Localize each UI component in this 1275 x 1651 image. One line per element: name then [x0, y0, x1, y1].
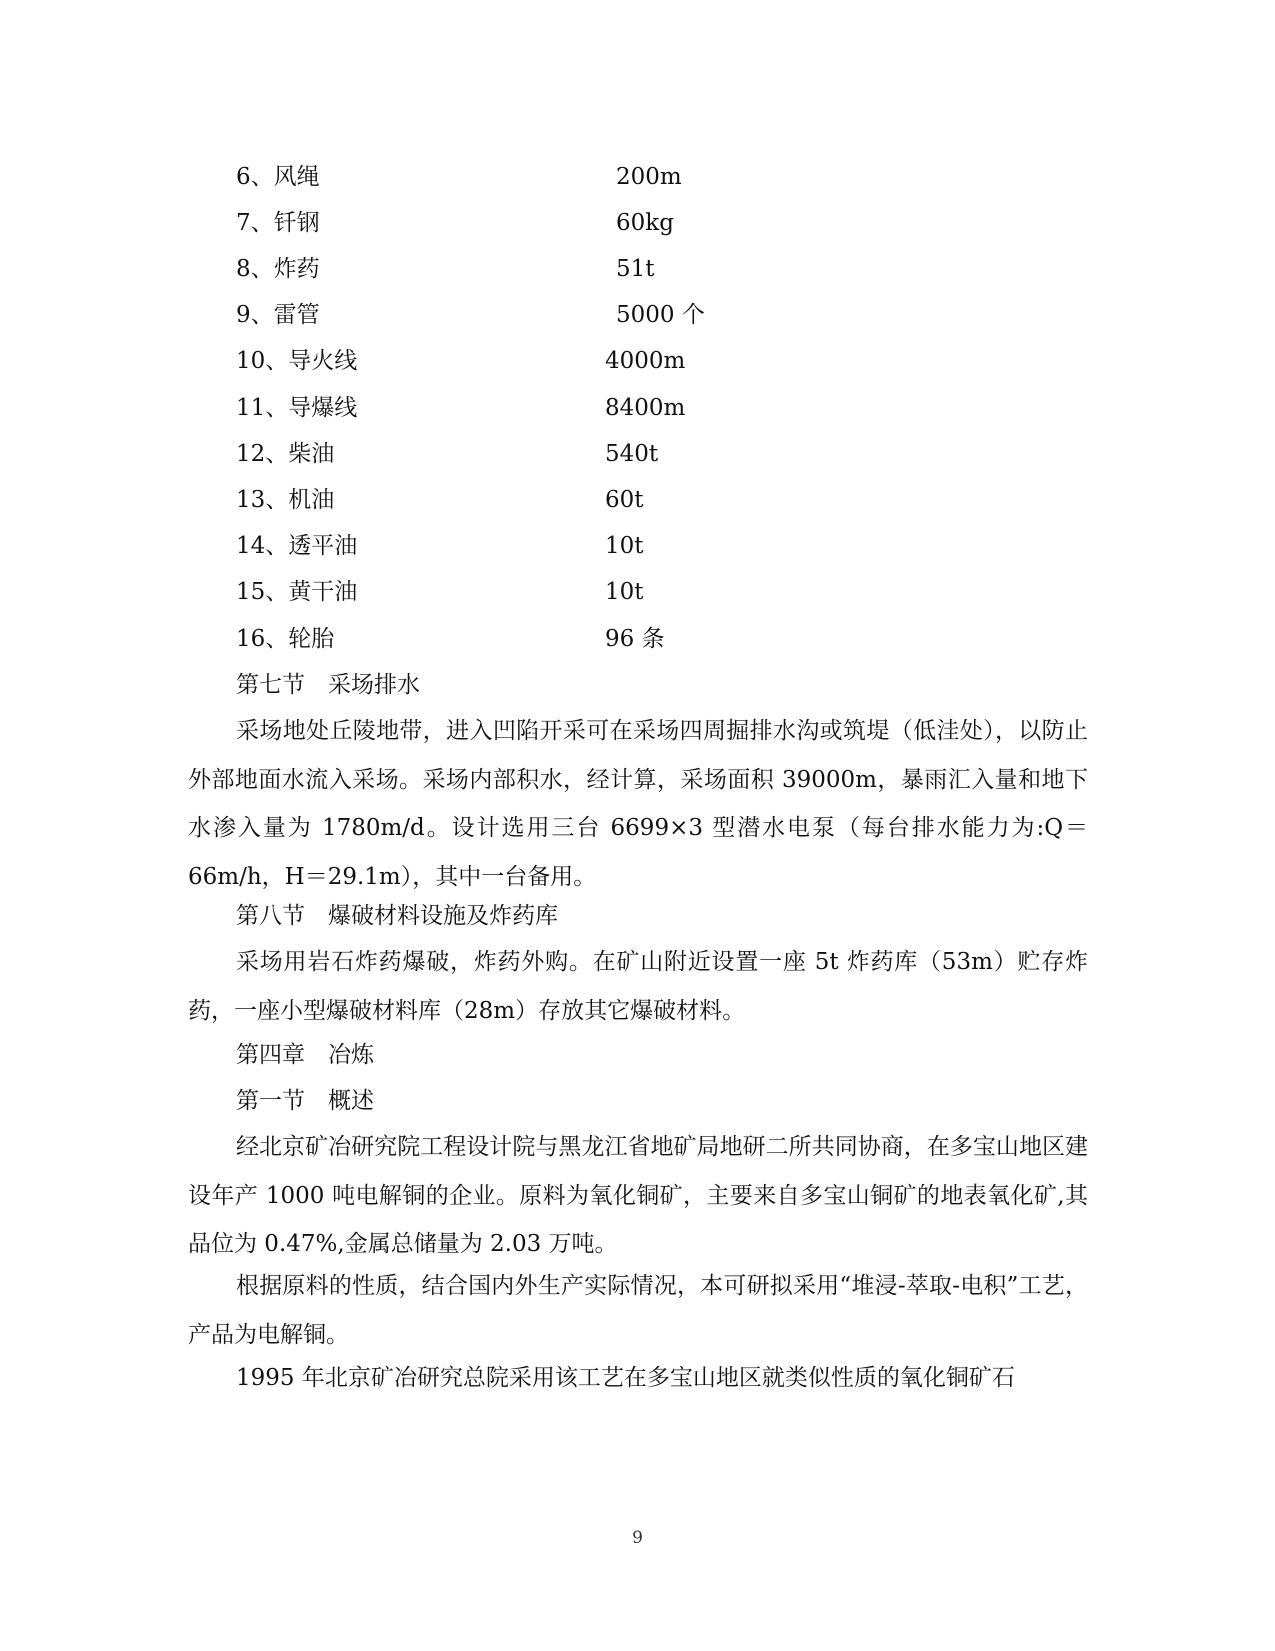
material-name: 10、导火线 — [236, 348, 358, 374]
material-name: 7、钎钢 — [236, 210, 320, 236]
material-qty: 8400m — [605, 395, 686, 421]
material-qty: 540t — [605, 441, 659, 467]
material-name: 11、导爆线 — [236, 395, 358, 421]
material-qty: 5000 个 — [616, 302, 705, 328]
material-name: 12、柴油 — [236, 441, 335, 467]
material-qty: 4000m — [605, 348, 686, 374]
section-paragraph: 经北京矿冶研究院工程设计院与黑龙江省地矿局地研二所共同协商，在多宝山地区建设年产 1000 吨电解铜的企业。原料为氧化铜矿，主要来自多宝山铜矿的地表氧化矿,其品位为 0.47%,金属总储量为 2.03 万吨。 — [188, 1134, 1088, 1257]
material-qty: 60kg — [616, 210, 674, 236]
material-qty: 10t — [605, 579, 644, 605]
page-number: 9 — [632, 1528, 643, 1548]
material-name: 6、风绳 — [236, 164, 320, 190]
material-name: 8、炸药 — [236, 256, 320, 282]
material-name: 13、机油 — [236, 487, 335, 513]
material-name: 14、透平油 — [236, 533, 358, 559]
section-paragraph: 根据原料的性质，结合国内外生产实际情况，本可研拟采用“堆浸-萃取-电积”工艺，产品为电解铜。 — [188, 1273, 1088, 1348]
chapter-heading: 第四章 冶炼 — [236, 1042, 374, 1068]
material-name: 16、轮胎 — [236, 626, 335, 652]
material-name: 9、雷管 — [236, 302, 320, 328]
material-qty: 60t — [605, 487, 644, 513]
section-heading: 第八节 爆破材料设施及炸药库 — [236, 903, 558, 929]
section-paragraph: 1995 年北京矿冶研究总院采用该工艺在多宝山地区就类似性质的氧化铜矿石 — [236, 1365, 1015, 1391]
section-paragraph: 采场用岩石炸药爆破，炸药外购。在矿山附近设置一座 5t 炸药库（53m）贮存炸药，一座小型爆破材料库（28m）存放其它爆破材料。 — [188, 949, 1088, 1024]
section-heading: 第一节 概述 — [236, 1088, 374, 1114]
material-name: 15、黄干油 — [236, 579, 358, 605]
material-qty: 96 条 — [605, 626, 665, 652]
material-qty: 10t — [605, 533, 644, 559]
section-paragraph: 采场地处丘陵地带，进入凹陷开采可在采场四周掘排水沟或筑堤（低洼处），以防止外部地面水流入采场。采场内部积水，经计算，采场面积 39000m，暴雨汇入量和地下水渗入量为 1780m/d。设计选用三台 6699×3 型潜水电泵（每台排水能力为:Q＝66m/h，H＝29.1m），其中一台备用。 — [188, 718, 1088, 890]
material-qty: 200m — [616, 164, 682, 190]
material-qty: 51t — [616, 256, 655, 282]
section-heading: 第七节 采场排水 — [236, 672, 420, 698]
